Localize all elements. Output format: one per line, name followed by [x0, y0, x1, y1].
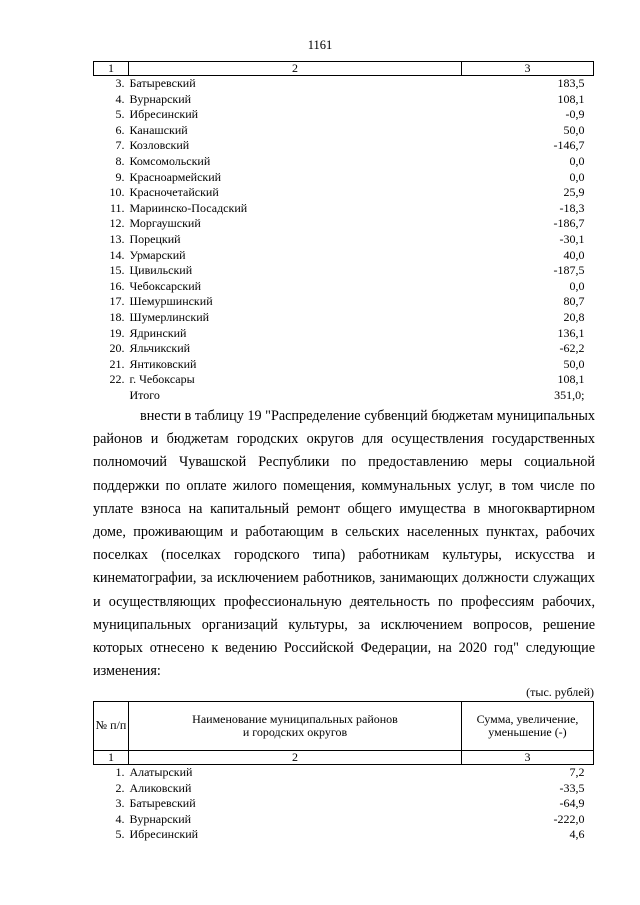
district-name: Вурнарский: [129, 91, 192, 106]
amount-value: 40,0: [563, 247, 585, 262]
column-number-2: 2: [129, 751, 462, 765]
table-row: [94, 310, 594, 326]
district-name: Ибресинский: [129, 107, 199, 122]
row-number: 9.: [115, 169, 125, 184]
table-subvention-changes: [93, 701, 594, 843]
row-number: [94, 388, 129, 404]
table-row: [94, 185, 594, 201]
amount-value: 0,0: [569, 278, 585, 293]
table-row: [94, 263, 594, 279]
amount-value: -187,5: [553, 263, 585, 278]
table-row: [94, 107, 594, 123]
district-name: Канашский: [129, 122, 188, 137]
table-row: [94, 372, 594, 388]
table-row: [94, 812, 594, 828]
table-row: [94, 827, 594, 843]
district-name: Шумерлинский: [129, 309, 210, 324]
column-number-1: 1: [94, 751, 129, 765]
table-row: [94, 154, 594, 170]
amount-value: 50,0: [563, 356, 585, 371]
row-number: 4.: [115, 91, 125, 106]
row-number: 21.: [109, 356, 125, 371]
table-row: [94, 92, 594, 108]
table-row: [94, 279, 594, 295]
row-number: 12.: [109, 216, 125, 231]
row-number: 14.: [109, 247, 125, 262]
table-row: [94, 138, 594, 154]
units-label: (тыс. рублей): [526, 685, 594, 699]
amount-value: -146,7: [553, 138, 585, 153]
amount-value: 7,2: [569, 765, 585, 779]
row-number: 4.: [115, 811, 125, 826]
district-name: Алатырский: [129, 765, 193, 779]
table-row: [94, 248, 594, 264]
amount-value: 4,6: [569, 827, 585, 842]
amount-value: 136,1: [557, 325, 585, 340]
amount-value: -0,9: [565, 107, 585, 122]
amount-value: -222,0: [553, 811, 585, 826]
table-row: [94, 796, 594, 812]
row-number: 20.: [109, 341, 125, 356]
amount-value: -62,2: [559, 341, 585, 356]
amount-value: -64,9: [559, 796, 585, 811]
table-row: [94, 388, 594, 404]
table-row: [94, 76, 594, 92]
amount-value: 108,1: [557, 372, 585, 387]
district-name: Порецкий: [129, 231, 181, 246]
amount-value: 108,1: [557, 91, 585, 106]
district-name: Козловский: [129, 138, 190, 153]
row-number: 16.: [109, 278, 125, 293]
district-name: Вурнарский: [129, 811, 192, 826]
amount-value: 0,0: [569, 169, 585, 184]
table-row: [94, 781, 594, 797]
table-row: [94, 765, 594, 781]
amount-value: 50,0: [563, 122, 585, 137]
row-number: 2.: [115, 780, 125, 795]
district-name: г. Чебоксары: [129, 372, 195, 387]
table-row: [94, 170, 594, 186]
amount-value: -186,7: [553, 216, 585, 231]
table-row: [94, 341, 594, 357]
column-number-1: 1: [94, 62, 129, 76]
district-name: Моргаушский: [129, 216, 201, 231]
district-name: Урмарский: [129, 247, 186, 262]
page-number: 1161: [307, 38, 333, 52]
district-name: Чебоксарский: [129, 278, 202, 293]
table-row: [94, 357, 594, 373]
amount-value: 0,0: [569, 153, 585, 168]
column-number-2: 2: [129, 62, 462, 76]
column-number-row: [94, 62, 594, 76]
row-number: 13.: [109, 231, 125, 246]
amount-value: 25,9: [563, 185, 585, 200]
column-number-3: 3: [462, 62, 594, 76]
row-number: 6.: [115, 122, 125, 137]
table-header-row: [94, 702, 594, 751]
district-name: Ибресинский: [129, 827, 199, 842]
amendment-paragraph: внести в таблицу 19 "Распределение субвенций бюджетам муниципальных районов и бюджетам городских округов для осуществления государственных полномочий Чувашской Республики по предоставлению меры социальной поддержки по оплате жилого помещения, коммунальных услуг, в том числе по уплате взноса на капитальный ремонт общего имущества в многоквартирном доме, проживающим и работающим в сельских населенных пунктах, рабочих поселках (поселках городского типа) работникам культуры, искусства и кинематографии, за исключением работников, занимающих должности служащих и осуществляющих профессиональную деятельность по профессиям рабочих, муниципальных организаций культуры, за исключением вопросов, решение которых отнесено к ведению Российской Федерации, на 2020 год" следующие изменения:: [93, 408, 595, 680]
header-number: № п/п: [94, 702, 129, 751]
row-number: 3.: [115, 796, 125, 811]
district-name: Яльчикский: [129, 341, 191, 356]
row-number: 10.: [109, 185, 125, 200]
district-name: Красноармейский: [129, 169, 222, 184]
amount-value: 351,0;: [554, 387, 585, 402]
row-number: 11.: [109, 200, 125, 215]
amount-value: -30,1: [559, 231, 585, 246]
table-municipal-amounts-continued: [93, 61, 594, 403]
amount-value: -18,3: [559, 200, 585, 215]
table-row: [94, 326, 594, 342]
district-name: Батыревский: [129, 796, 196, 811]
row-number: 15.: [109, 263, 125, 278]
header-sum: Сумма, увеличение, уменьшение (-): [462, 702, 594, 751]
district-name: Ядринский: [129, 325, 187, 340]
district-name: Мариинско-Посадский: [129, 200, 248, 215]
column-number-row: [94, 751, 594, 765]
row-number: 3.: [115, 76, 125, 90]
amount-value: 183,5: [557, 76, 585, 90]
table-row: [94, 216, 594, 232]
table-row: [94, 294, 594, 310]
table-row: [94, 232, 594, 248]
table-row: [94, 201, 594, 217]
row-number: 8.: [115, 153, 125, 168]
table-row: [94, 123, 594, 139]
row-number: 7.: [115, 138, 125, 153]
district-name: Красночетайский: [129, 185, 219, 200]
column-number-3: 3: [462, 751, 594, 765]
row-number: 19.: [109, 325, 125, 340]
row-number: 18.: [109, 309, 125, 324]
district-name: Янтиковский: [129, 356, 197, 371]
row-number: 5.: [115, 107, 125, 122]
header-name: Наименование муниципальных районов и городских округов: [129, 702, 462, 751]
amount-value: 80,7: [563, 294, 585, 309]
district-name: Шемуршинский: [129, 294, 213, 309]
row-number: 1.: [115, 765, 125, 779]
amount-value: 20,8: [563, 309, 585, 324]
district-name: Комсомольский: [129, 153, 211, 168]
row-number: 22.: [109, 372, 125, 387]
district-name: Батыревский: [129, 76, 196, 90]
row-number: 5.: [115, 827, 125, 842]
district-name: Итого: [129, 387, 160, 402]
row-number: 17.: [109, 294, 125, 309]
district-name: Цивильский: [129, 263, 193, 278]
district-name: Аликовский: [129, 780, 192, 795]
amount-value: -33,5: [559, 780, 585, 795]
